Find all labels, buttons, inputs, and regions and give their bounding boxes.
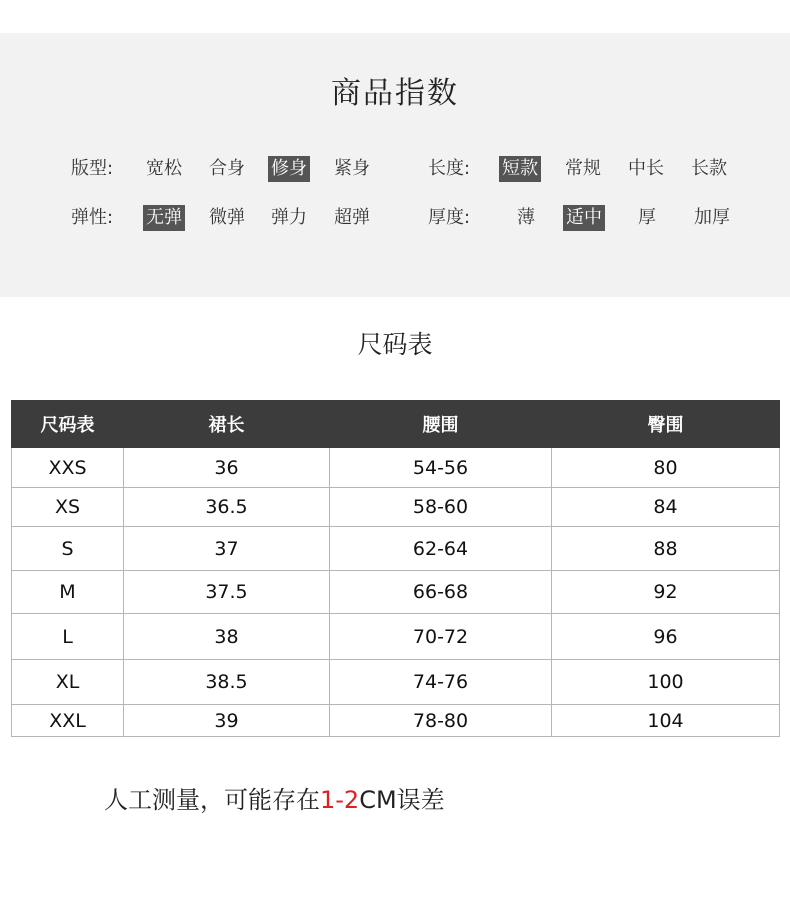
table-header: 裙长: [124, 401, 330, 448]
table-cell: 92: [552, 571, 780, 614]
thickness-option: 厚: [638, 207, 656, 228]
length-option: 短款: [499, 156, 541, 182]
thickness-label: 厚度:: [428, 207, 471, 228]
thickness-option: 薄: [517, 207, 535, 228]
fit-option: 合身: [209, 158, 245, 179]
table-cell: 38: [124, 614, 330, 660]
table-row: [12, 571, 780, 614]
table-cell: 36.5: [124, 488, 330, 527]
length-option: 长款: [691, 158, 727, 179]
elasticity-option: 超弹: [334, 207, 370, 228]
table-cell: XXS: [12, 448, 124, 488]
table-cell: 36: [124, 448, 330, 488]
fit-option: 紧身: [334, 158, 370, 179]
note-text: 人工测量，可能存在: [104, 786, 320, 814]
table-cell: 66-68: [330, 571, 552, 614]
table-cell: XL: [12, 660, 124, 705]
table-cell: M: [12, 571, 124, 614]
table-cell: 37.5: [124, 571, 330, 614]
thickness-option: 适中: [563, 205, 605, 231]
table-cell: 39: [124, 705, 330, 737]
table-cell: 100: [552, 660, 780, 705]
table-header-row: [12, 401, 780, 448]
table-cell: 54-56: [330, 448, 552, 488]
table-cell: 37: [124, 527, 330, 571]
table-row: [12, 527, 780, 571]
size-chart-title: 尺码表: [357, 330, 433, 359]
note-highlight: 1-2: [320, 786, 360, 814]
table-row: [12, 614, 780, 660]
table-header: 臀围: [552, 401, 780, 448]
table-cell: XXL: [12, 705, 124, 737]
size-table: [11, 400, 780, 737]
elasticity-option: 无弹: [143, 205, 185, 231]
table-cell: S: [12, 527, 124, 571]
thickness-option: 加厚: [694, 207, 730, 228]
table-cell: 88: [552, 527, 780, 571]
index-title: 商品指数: [331, 76, 459, 111]
table-cell: 62-64: [330, 527, 552, 571]
length-option: 常规: [565, 158, 601, 179]
table-row: [12, 448, 780, 488]
table-cell: 78-80: [330, 705, 552, 737]
table-cell: XS: [12, 488, 124, 527]
table-cell: 84: [552, 488, 780, 527]
table-cell: 70-72: [330, 614, 552, 660]
elasticity-label: 弹性:: [71, 207, 114, 228]
length-option: 中长: [628, 158, 664, 179]
table-header: 尺码表: [12, 401, 124, 448]
table-cell: 38.5: [124, 660, 330, 705]
length-label: 长度:: [428, 158, 471, 179]
elasticity-option: 微弹: [209, 207, 245, 228]
elasticity-option: 弹力: [271, 207, 307, 228]
table-cell: 74-76: [330, 660, 552, 705]
table-row: [12, 660, 780, 705]
table-cell: 58-60: [330, 488, 552, 527]
measurement-note: [104, 780, 445, 815]
table-cell: L: [12, 614, 124, 660]
table-cell: 80: [552, 448, 780, 488]
table-cell: 96: [552, 614, 780, 660]
table-header: 腰围: [330, 401, 552, 448]
fit-option: 宽松: [146, 158, 182, 179]
fit-option: 修身: [268, 156, 310, 182]
note-text: CM误差: [359, 786, 445, 814]
fit-label: 版型:: [71, 158, 114, 179]
table-row: [12, 488, 780, 527]
table-cell: 104: [552, 705, 780, 737]
table-row: [12, 705, 780, 737]
